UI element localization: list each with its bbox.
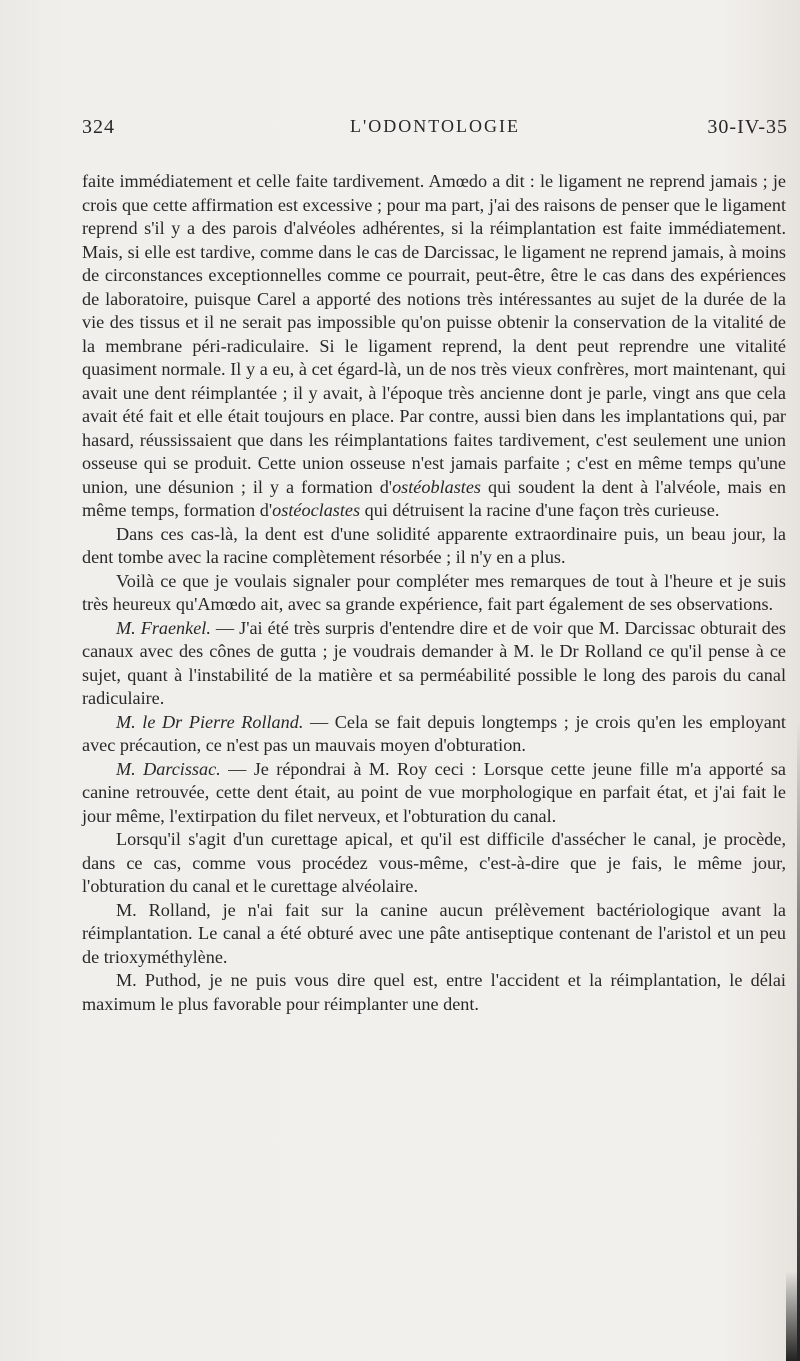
paragraph-3: Voilà ce que je voulais signaler pour compléter mes remarques de tout à l'heure et je suis très heureux qu'Amœdo ait, avec sa grande expérience, fait part également de ses observations.	[82, 570, 786, 614]
paragraph-7: Lorsqu'il s'agit d'un curettage apical, et qu'il est difficile d'assécher le canal, je procède, dans ce cas, comme vous procédez vous-même, c'est-à-dire que je fais, le même jour, l'obturation du canal et le curettage alvéolaire.	[82, 829, 786, 896]
speaker-name: M. Darcissac.	[116, 758, 221, 779]
term-osteoblastes: ostéoblastes	[392, 476, 481, 497]
running-header	[82, 116, 788, 146]
paragraph-5: M. le Dr Pierre Rolland. — Cela se fait depuis longtemps ; je crois qu'en les employant avec précaution, ce n'est pas un mauvais moyen d'obturation.	[82, 711, 786, 755]
page-number: 324	[82, 116, 115, 138]
paragraph-4: M. Fraenkel. — J'ai été très surpris d'entendre dire et de voir que M. Darcissac obturait des canaux avec des cônes de gutta ; je voudrais demander à M. le Dr Rolland ce qu'il pense à ce sujet, quant à l'instabilité de la matière et sa perméabilité possible le long des parois du canal radiculaire.	[82, 617, 786, 708]
speaker-name: M. le Dr Pierre Rolland.	[116, 711, 304, 732]
paragraph-2: Dans ces cas-là, la dent est d'une solidité apparente extraordinaire puis, un beau jour, la dent tombe avec la racine complètement résorbée ; il n'y en a plus.	[82, 523, 786, 567]
page-corner-shadow	[786, 1271, 800, 1361]
body-text	[82, 170, 786, 1016]
paragraph-6: M. Darcissac. — Je répondrai à M. Roy ceci : Lorsque cette jeune fille m'a apporté sa canine retrouvée, cette dent était, au point de vue morphologique en parfait état, et j'ai fait le jour même, l'extirpation du filet nerveux, et l'obturation du canal.	[82, 758, 786, 826]
issue-date: 30-IV-35	[707, 116, 788, 138]
journal-title: L'ODONTOLOGIE	[350, 116, 520, 136]
paragraph-8: M. Rolland, je n'ai fait sur la canine aucun prélèvement bactériologique avant la réimplantation. Le canal a été obturé avec une pâte antiseptique contenant de l'aristol et un peu de trioxyméthylène.	[82, 899, 786, 967]
paragraph-1: faite immédiatement et celle faite tardivement. Amœdo a dit : le ligament ne reprend jamais ; je crois que cette affirmation est excessive ; pour ma part, j'ai des raisons de penser que le ligament reprend s'il y a des parois d'alvéoles adhérentes, si la réimplantation est faite immédiatement. Mais, si elle est tardive, comme dans le cas de Darcissac, le ligament ne reprend jamais, à moins de circonstances exceptionnelles comme ce pourrait, peut-être, être le cas dans des expériences de laboratoire, puisque Carel a apporté des notions très intéressantes au sujet de la durée de la vie des tissus et il ne serait pas impossible qu'on puisse obtenir la conservation de la vitalité de la membrane péri-radiculaire. Si le ligament reprend, la dent peut reprendre une vitalité quasiment normale. Il y a eu, à cet égard-là, un de nos très vieux confrères, mort maintenant, qui avait une dent réimplantée ; il y avait, à l'époque très ancienne dont je parle, vingt ans que cela avait été fait et elle était toujours en place. Par contre, aussi bien dans les implantations qui, par hasard, réussissaient que dans les réimplantations faites tardivement, c'est seulement une union osseuse qui se produit. Cette union osseuse n'est jamais parfaite ; c'est en même temps qu'une union, une désunion ; il y a formation d'ostéoblastes qui soudent la dent à l'alvéole, mais en même temps, formation d'ostéoclastes qui détruisent la racine d'une façon très curieuse.	[82, 171, 786, 520]
term-osteoclastes: ostéoclastes	[272, 500, 361, 520]
speaker-name: M. Fraenkel.	[116, 617, 211, 638]
paragraph-9: M. Puthod, je ne puis vous dire quel est, entre l'accident et la réimplantation, le délai maximum le plus favorable pour réimplanter une dent.	[82, 970, 786, 1014]
